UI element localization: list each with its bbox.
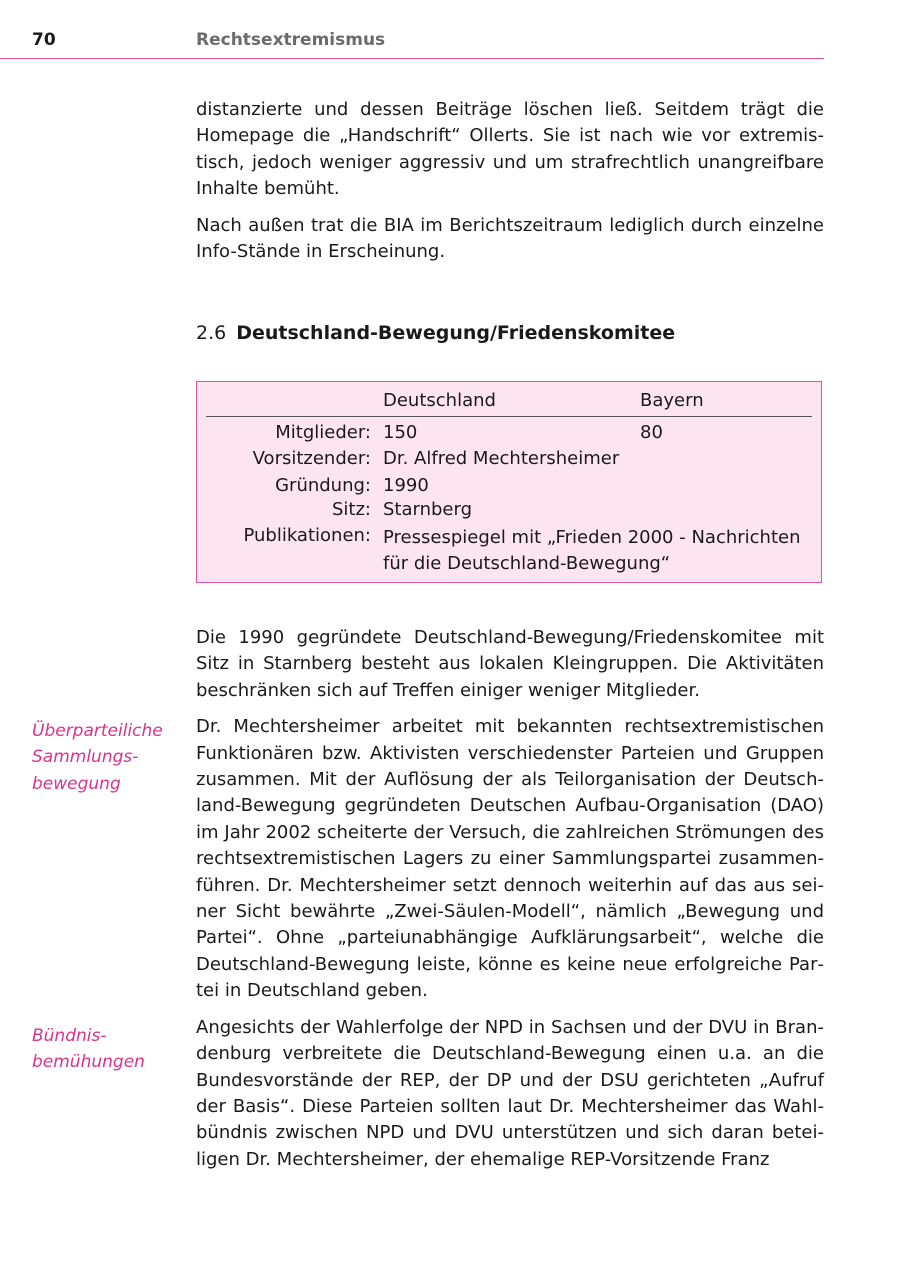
seat-label: Sitz: — [332, 499, 371, 520]
margin-note: Bündnisbemühungen — [32, 1026, 145, 1073]
main-text — [196, 625, 824, 1183]
margin-note: Überparteiliche Sammlungsbewegung — [32, 721, 163, 794]
section-number: 2.6 — [196, 322, 227, 344]
members-germany: 150 — [383, 422, 418, 443]
page-header — [0, 0, 824, 59]
members-bavaria: 80 — [640, 422, 663, 443]
founded-value: 1990 — [383, 475, 429, 496]
paragraph: distanzierte und dessen Beiträge löschen ließ. Seitdem trägt die Homepage die „Handschrift“ Ollerts. Sie ist nach wie vor extremistisch, jedoch weniger aggressiv und um strafrechtlich unangreifbare Inhalte bemüht. — [196, 99, 824, 200]
paragraph: Angesichts der Wahlerfolge der NPD in Sachsen und der DVU in Brandenburg verbreitete die Deutschland-Bewegung einen u.a. an die Bundesvorstände der REP, der DP und der DSU gerichteten „Aufruf der Basis“. Diese Parteien sollten laut Dr. Mechtersheimer das Wahlbündnis zwischen NPD und DVU unterstützen und sich daran beteiligen Dr. Mechtersheimer, der ehemalige REP-Vorsitzende Franz — [196, 1016, 824, 1170]
publications-value: Pressespiegel mit „Frieden 2000 - Nachrichten für die Deutschland-Bewegung“ — [383, 527, 801, 574]
fact-box-header — [197, 390, 821, 416]
section-heading — [196, 322, 675, 344]
founded-label: Gründung: — [275, 475, 371, 496]
column-germany: Deutschland — [383, 390, 496, 411]
page-number: 70 — [32, 30, 56, 50]
paragraph: Die 1990 gegründete Deutschland-Bewegung/Friedenskomitee mit Sitz in Starnberg besteht aus lokalen Kleingruppen. Die Aktivitäten beschränken sich auf Treffen einiger weniger Mitglieder. — [196, 627, 824, 701]
members-label: Mitglieder: — [275, 422, 371, 443]
column-bavaria: Bayern — [640, 390, 704, 411]
intro-text — [196, 97, 824, 275]
running-title: Rechtsextremismus — [196, 30, 386, 50]
publications-label: Publikationen: — [243, 525, 371, 546]
fact-box — [196, 381, 822, 583]
chair-value: Dr. Alfred Mechtersheimer — [383, 448, 620, 469]
section-title: Deutschland-Bewegung/Friedenskomitee — [236, 322, 676, 344]
seat-value: Starnberg — [383, 499, 473, 520]
chair-label: Vorsitzender: — [252, 448, 371, 469]
fact-box-rule — [206, 416, 812, 417]
paragraph: Dr. Mechtersheimer arbeitet mit bekannten rechtsextremistischen Funktionären bzw. Aktivisten verschiedenster Parteien und Gruppen zusammen. Mit der Auflösung der als Teilorganisation der Deutschland-Bewegung gegründeten Deutschen Aufbau-Organisation (DAO) im Jahr 2002 scheiterte der Versuch, die zahlreichen Strömungen des rechtsextremistischen Lagers zu einer Sammlungspartei zusammenführen. Dr. Mechtersheimer setzt dennoch weiterhin auf das aus seiner Sicht bewährte „Zwei-Säulen-Modell“, nämlich „Bewegung und Partei“. Ohne „parteiunabhängige Aufklärungsarbeit“, welche die Deutschland-Bewegung leiste, könne es keine neue erfolgreiche Partei in Deutschland geben. — [196, 716, 824, 1002]
paragraph: Nach außen trat die BIA im Berichtszeitraum lediglich durch einzelne Info-Stände in Erscheinung. — [196, 214, 824, 263]
